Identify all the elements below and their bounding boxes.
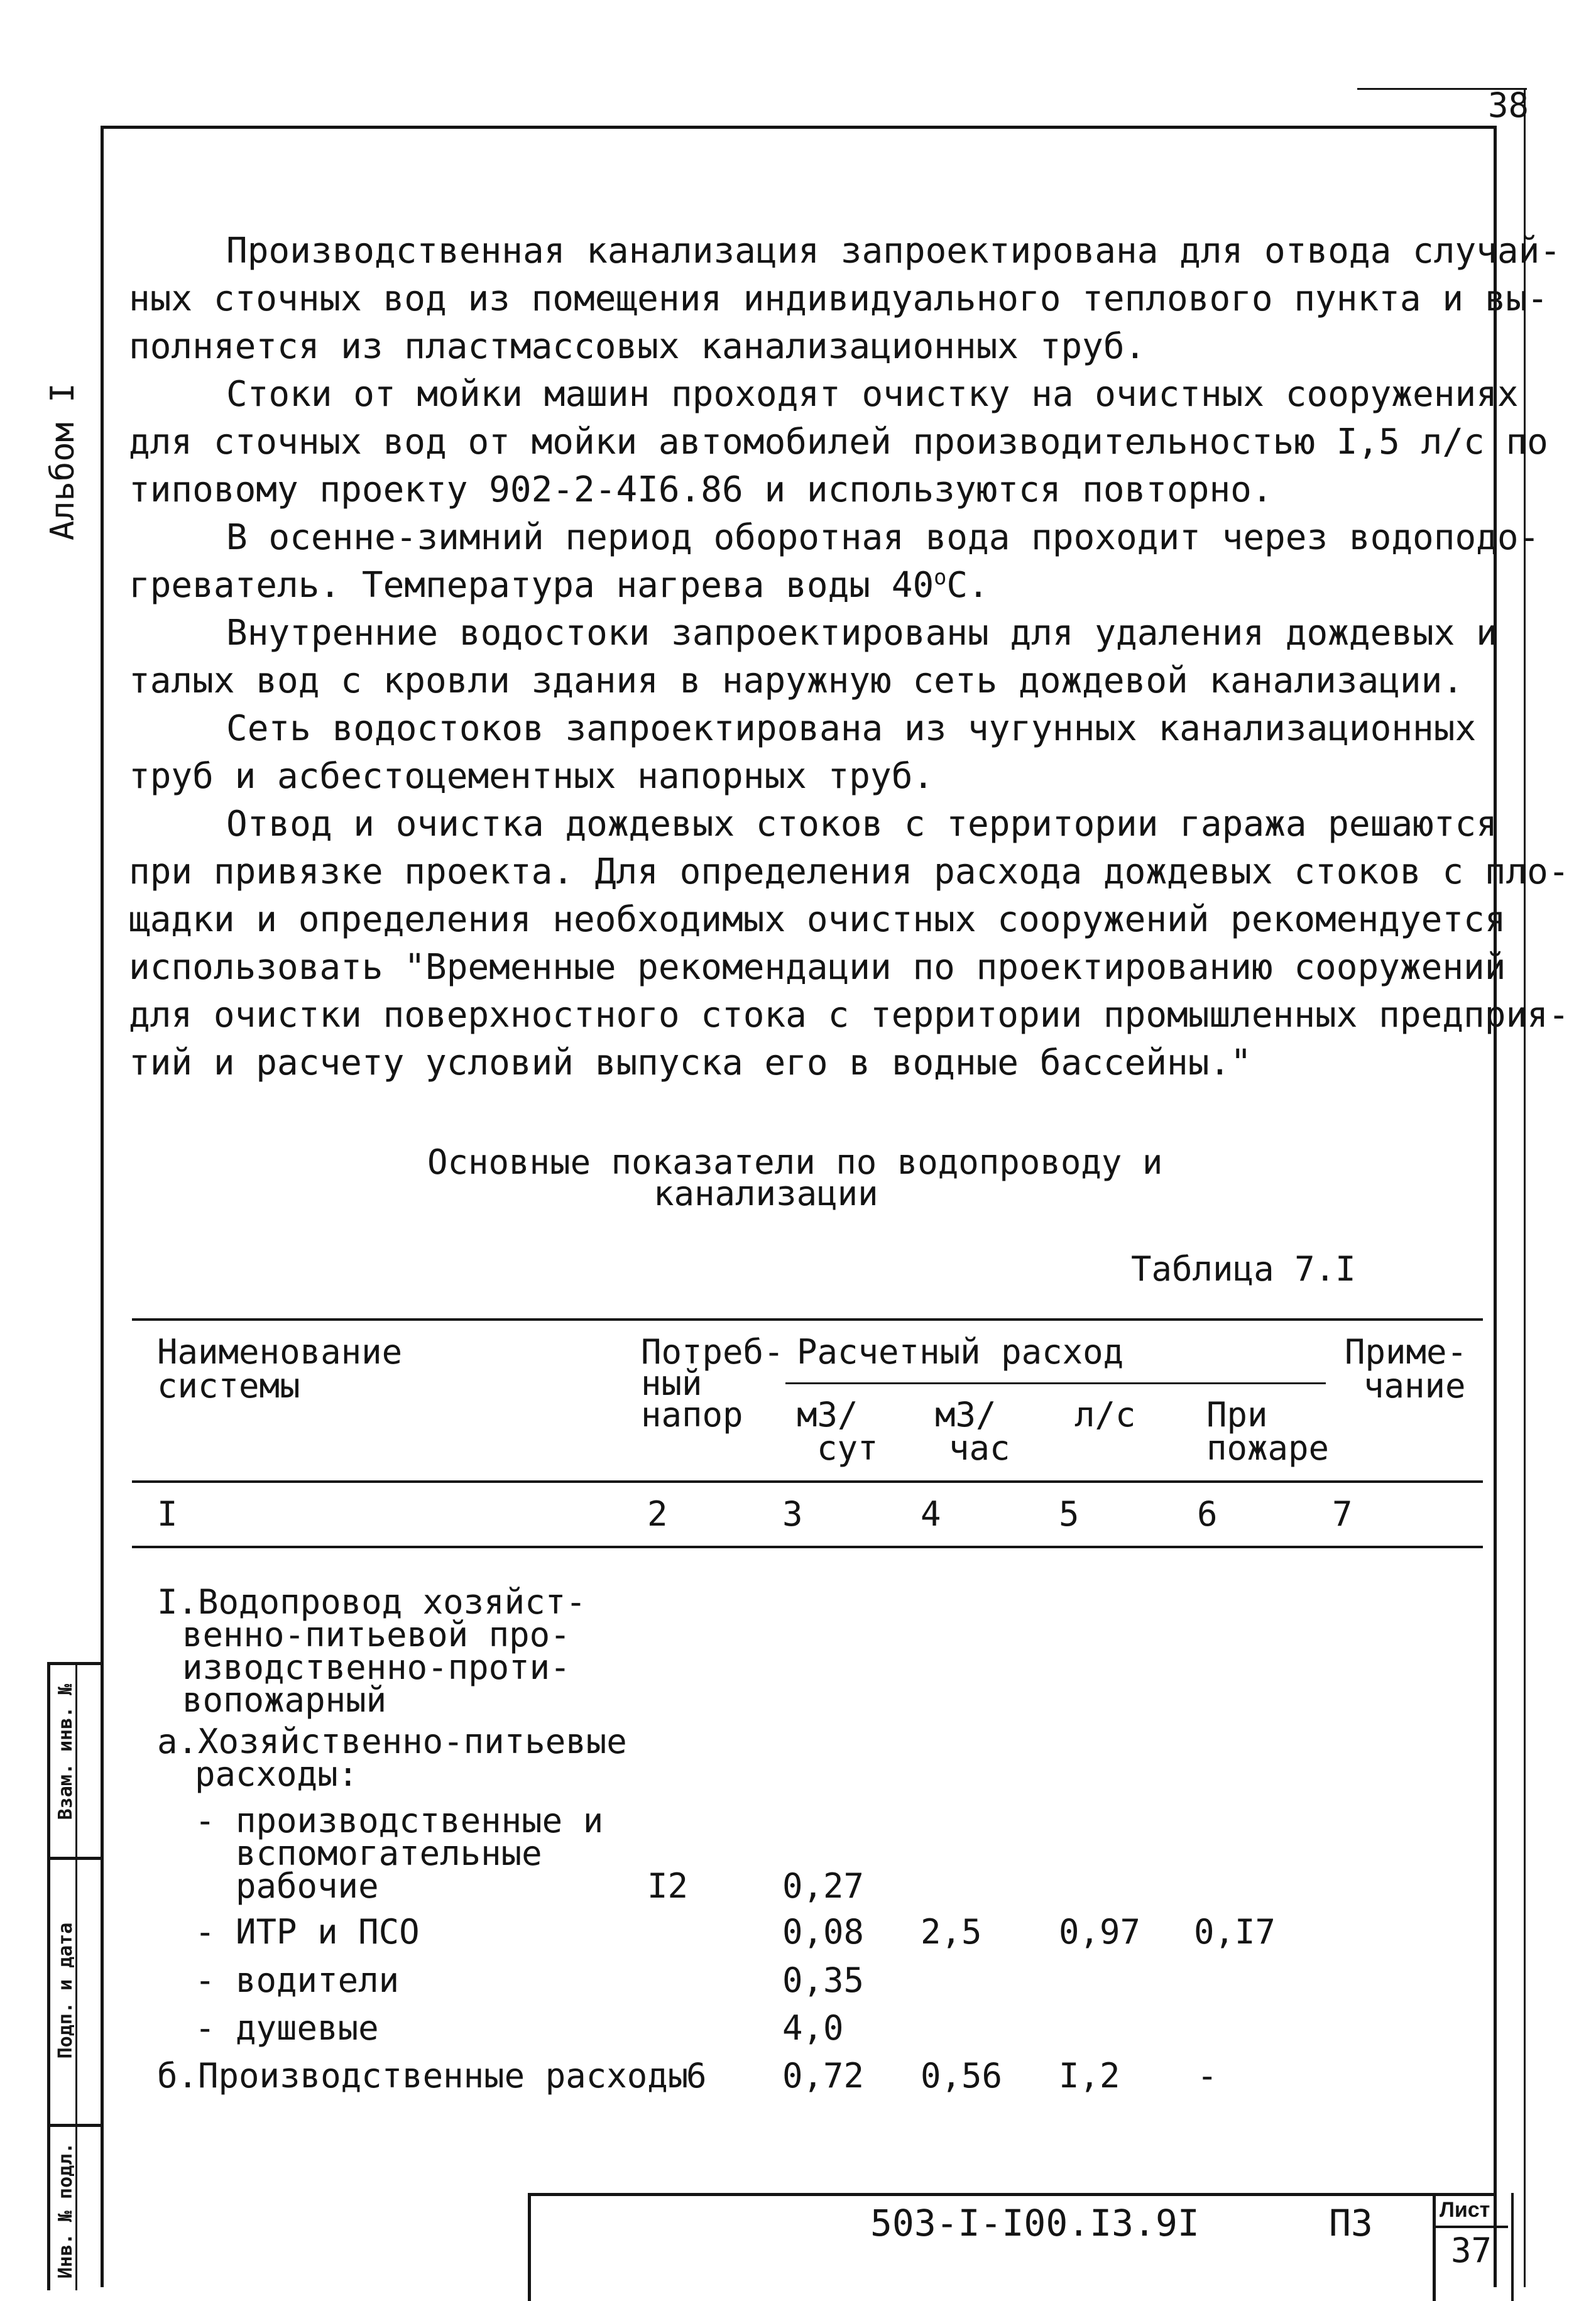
body-line: Стоки от мойки машин проходят очистку на очистных сооружениях bbox=[226, 374, 1519, 415]
stamp-doc-type: ПЗ bbox=[1329, 2202, 1373, 2244]
margin-box-left-line bbox=[47, 1662, 50, 2290]
row-prod-line: рабочие bbox=[236, 1866, 379, 1906]
row-prod-line: вспомогательные bbox=[236, 1834, 542, 1873]
section-b-ls: I,2 bbox=[1059, 2056, 1120, 2096]
stamp-sheet-box bbox=[1433, 2193, 1514, 2301]
body-line-temperature bbox=[129, 562, 989, 609]
row-prod-m3-day: 0,27 bbox=[782, 1866, 865, 1906]
stamp-doc-code: 503-I-I00.I3.9I bbox=[870, 2202, 1200, 2244]
column-number: 5 bbox=[1059, 1494, 1079, 1534]
header-m3-hour-line-1: м3/ bbox=[935, 1395, 997, 1435]
body-line: тий и расчету условий выпуска его в водные бассейны." bbox=[129, 1042, 1252, 1083]
header-m3-day-line-1: м3/ bbox=[797, 1395, 858, 1435]
body-line: талых вод с кровли здания в наружную сеть дождевой канализации. bbox=[129, 660, 1464, 701]
column-number: 2 bbox=[647, 1494, 668, 1534]
temperature-unit: C. bbox=[946, 565, 989, 606]
degree-sign: o bbox=[934, 564, 947, 589]
row-prod-line: - производственные и bbox=[195, 1801, 604, 1840]
frame-left-line bbox=[101, 126, 104, 2287]
stamp-top-line bbox=[528, 2193, 1497, 2196]
body-line: Сеть водостоков запроектирована из чугунных канализационных bbox=[226, 708, 1477, 749]
body-line: ных сточных вод из помещения индивидуального теплового пункта и вы- bbox=[129, 278, 1548, 319]
section-b-m3-hour: 0,56 bbox=[921, 2056, 1003, 2096]
outer-right-line bbox=[1524, 88, 1526, 2287]
section1-line: I.Водопровод хозяйст- bbox=[157, 1582, 586, 1622]
header-name-line-1: Наименование bbox=[157, 1332, 403, 1372]
body-line: для очистки поверхностного стока с территории промышленных предприя- bbox=[129, 995, 1570, 1036]
row-showers-m3-day: 4,0 bbox=[782, 2008, 844, 2048]
body-line: В осенне-зимний период оборотная вода проходит через водоподо- bbox=[226, 517, 1540, 558]
row-itr-m3-day: 0,08 bbox=[782, 1912, 865, 1952]
header-head-line-3: напор bbox=[641, 1395, 743, 1435]
section1-line: венно-питьевой про- bbox=[182, 1615, 571, 1654]
temperature-text: греватель. Температура нагрева воды 40 bbox=[129, 565, 934, 606]
stamp-sheet-label: Лист bbox=[1440, 2198, 1490, 2222]
section-b-head: 6 bbox=[686, 2056, 707, 2096]
body-line: использовать "Временные рекомендации по проектированию сооружений bbox=[129, 947, 1506, 988]
section-a-line: расходы: bbox=[195, 1754, 359, 1794]
margin-label-podp-data: Подп. и дата bbox=[55, 1922, 77, 2059]
row-showers-name: - душевые bbox=[195, 2008, 379, 2048]
header-fire-line-1: При bbox=[1206, 1395, 1268, 1435]
margin-label-inv-podl: Инв. № подл. bbox=[55, 2142, 77, 2279]
stamp-sheet-number: 37 bbox=[1451, 2231, 1492, 2270]
header-ls: л/с bbox=[1074, 1395, 1136, 1435]
section-b-fire: - bbox=[1197, 2056, 1218, 2096]
table-number: Таблица 7.I bbox=[1131, 1249, 1356, 1289]
body-line: при привязке проекта. Для определения расхода дождевых стоков с пло- bbox=[129, 851, 1570, 892]
row-itr-name: - ИТР и ПСО bbox=[195, 1912, 420, 1952]
header-head-line-1: Потреб- bbox=[641, 1332, 784, 1372]
column-number: I bbox=[157, 1494, 178, 1534]
body-line: труб и асбестоцементных напорных труб. bbox=[129, 756, 934, 797]
album-label: Альбом I bbox=[44, 383, 82, 540]
header-fire-line-2: пожаре bbox=[1206, 1428, 1330, 1468]
body-line: щадки и определения необходимых очистных сооружений рекомендуется bbox=[129, 899, 1506, 940]
section-a-line: а.Хозяйственно-питьевые bbox=[157, 1722, 627, 1761]
body-line: Производственная канализация запроектирована для отвода случай- bbox=[226, 231, 1561, 271]
column-number: 6 bbox=[1197, 1494, 1218, 1534]
row-drivers-m3-day: 0,35 bbox=[782, 1960, 865, 2000]
header-m3-day-line-2: сут bbox=[817, 1428, 878, 1468]
section1-line: изводственно-проти- bbox=[182, 1648, 571, 1687]
section-b-name: б.Производственные расходы bbox=[157, 2056, 689, 2096]
header-flow-group: Расчетный расход bbox=[797, 1332, 1124, 1372]
column-number: 4 bbox=[921, 1494, 941, 1534]
body-line: Внутренние водостоки запроектированы для удаления дождевых и bbox=[226, 613, 1497, 653]
frame-top-line bbox=[101, 126, 1497, 129]
row-itr-m3-hour: 2,5 bbox=[921, 1912, 982, 1952]
table-top-rule bbox=[132, 1318, 1483, 1321]
header-m3-hour-line-2: час bbox=[949, 1428, 1010, 1468]
header-note-line-2: чание bbox=[1364, 1366, 1466, 1406]
body-line: типовому проекту 902-2-4I6.86 и используются повторно. bbox=[129, 469, 1273, 510]
stamp-left-line bbox=[528, 2193, 531, 2301]
row-itr-ls: 0,97 bbox=[1059, 1912, 1141, 1952]
stamp-sheet-divider bbox=[1436, 2226, 1508, 2228]
corner-number: 38 bbox=[1488, 85, 1529, 125]
column-number: 7 bbox=[1332, 1494, 1353, 1534]
row-drivers-name: - водители bbox=[195, 1960, 400, 2000]
margin-label-zam-inv: Взам. инв. № bbox=[55, 1683, 77, 1820]
header-name-line-2: системы bbox=[157, 1366, 300, 1406]
table-title-line-1: Основные показатели по водопроводу и bbox=[427, 1142, 1163, 1182]
body-line: для сточных вод от мойки автомобилей производительностью I,5 л/с по bbox=[129, 422, 1548, 462]
section1-line: вопожарный bbox=[182, 1680, 387, 1720]
table-header-rule bbox=[132, 1480, 1483, 1483]
body-line: Отвод и очистка дождевых стоков с территории гаража решаются bbox=[226, 804, 1497, 844]
column-number: 3 bbox=[782, 1494, 803, 1534]
table-numbers-rule bbox=[132, 1546, 1483, 1548]
table-title-line-2: канализации bbox=[653, 1174, 878, 1213]
table-flow-group-rule bbox=[785, 1382, 1326, 1384]
row-prod-head: I2 bbox=[647, 1866, 689, 1906]
header-note-line-1: Приме- bbox=[1345, 1332, 1468, 1372]
row-itr-fire: 0,I7 bbox=[1194, 1912, 1276, 1952]
body-line: полняется из пластмассовых канализационных труб. bbox=[129, 326, 1146, 367]
header-head-line-2: ный bbox=[641, 1364, 702, 1403]
section-b-m3-day: 0,72 bbox=[782, 2056, 865, 2096]
